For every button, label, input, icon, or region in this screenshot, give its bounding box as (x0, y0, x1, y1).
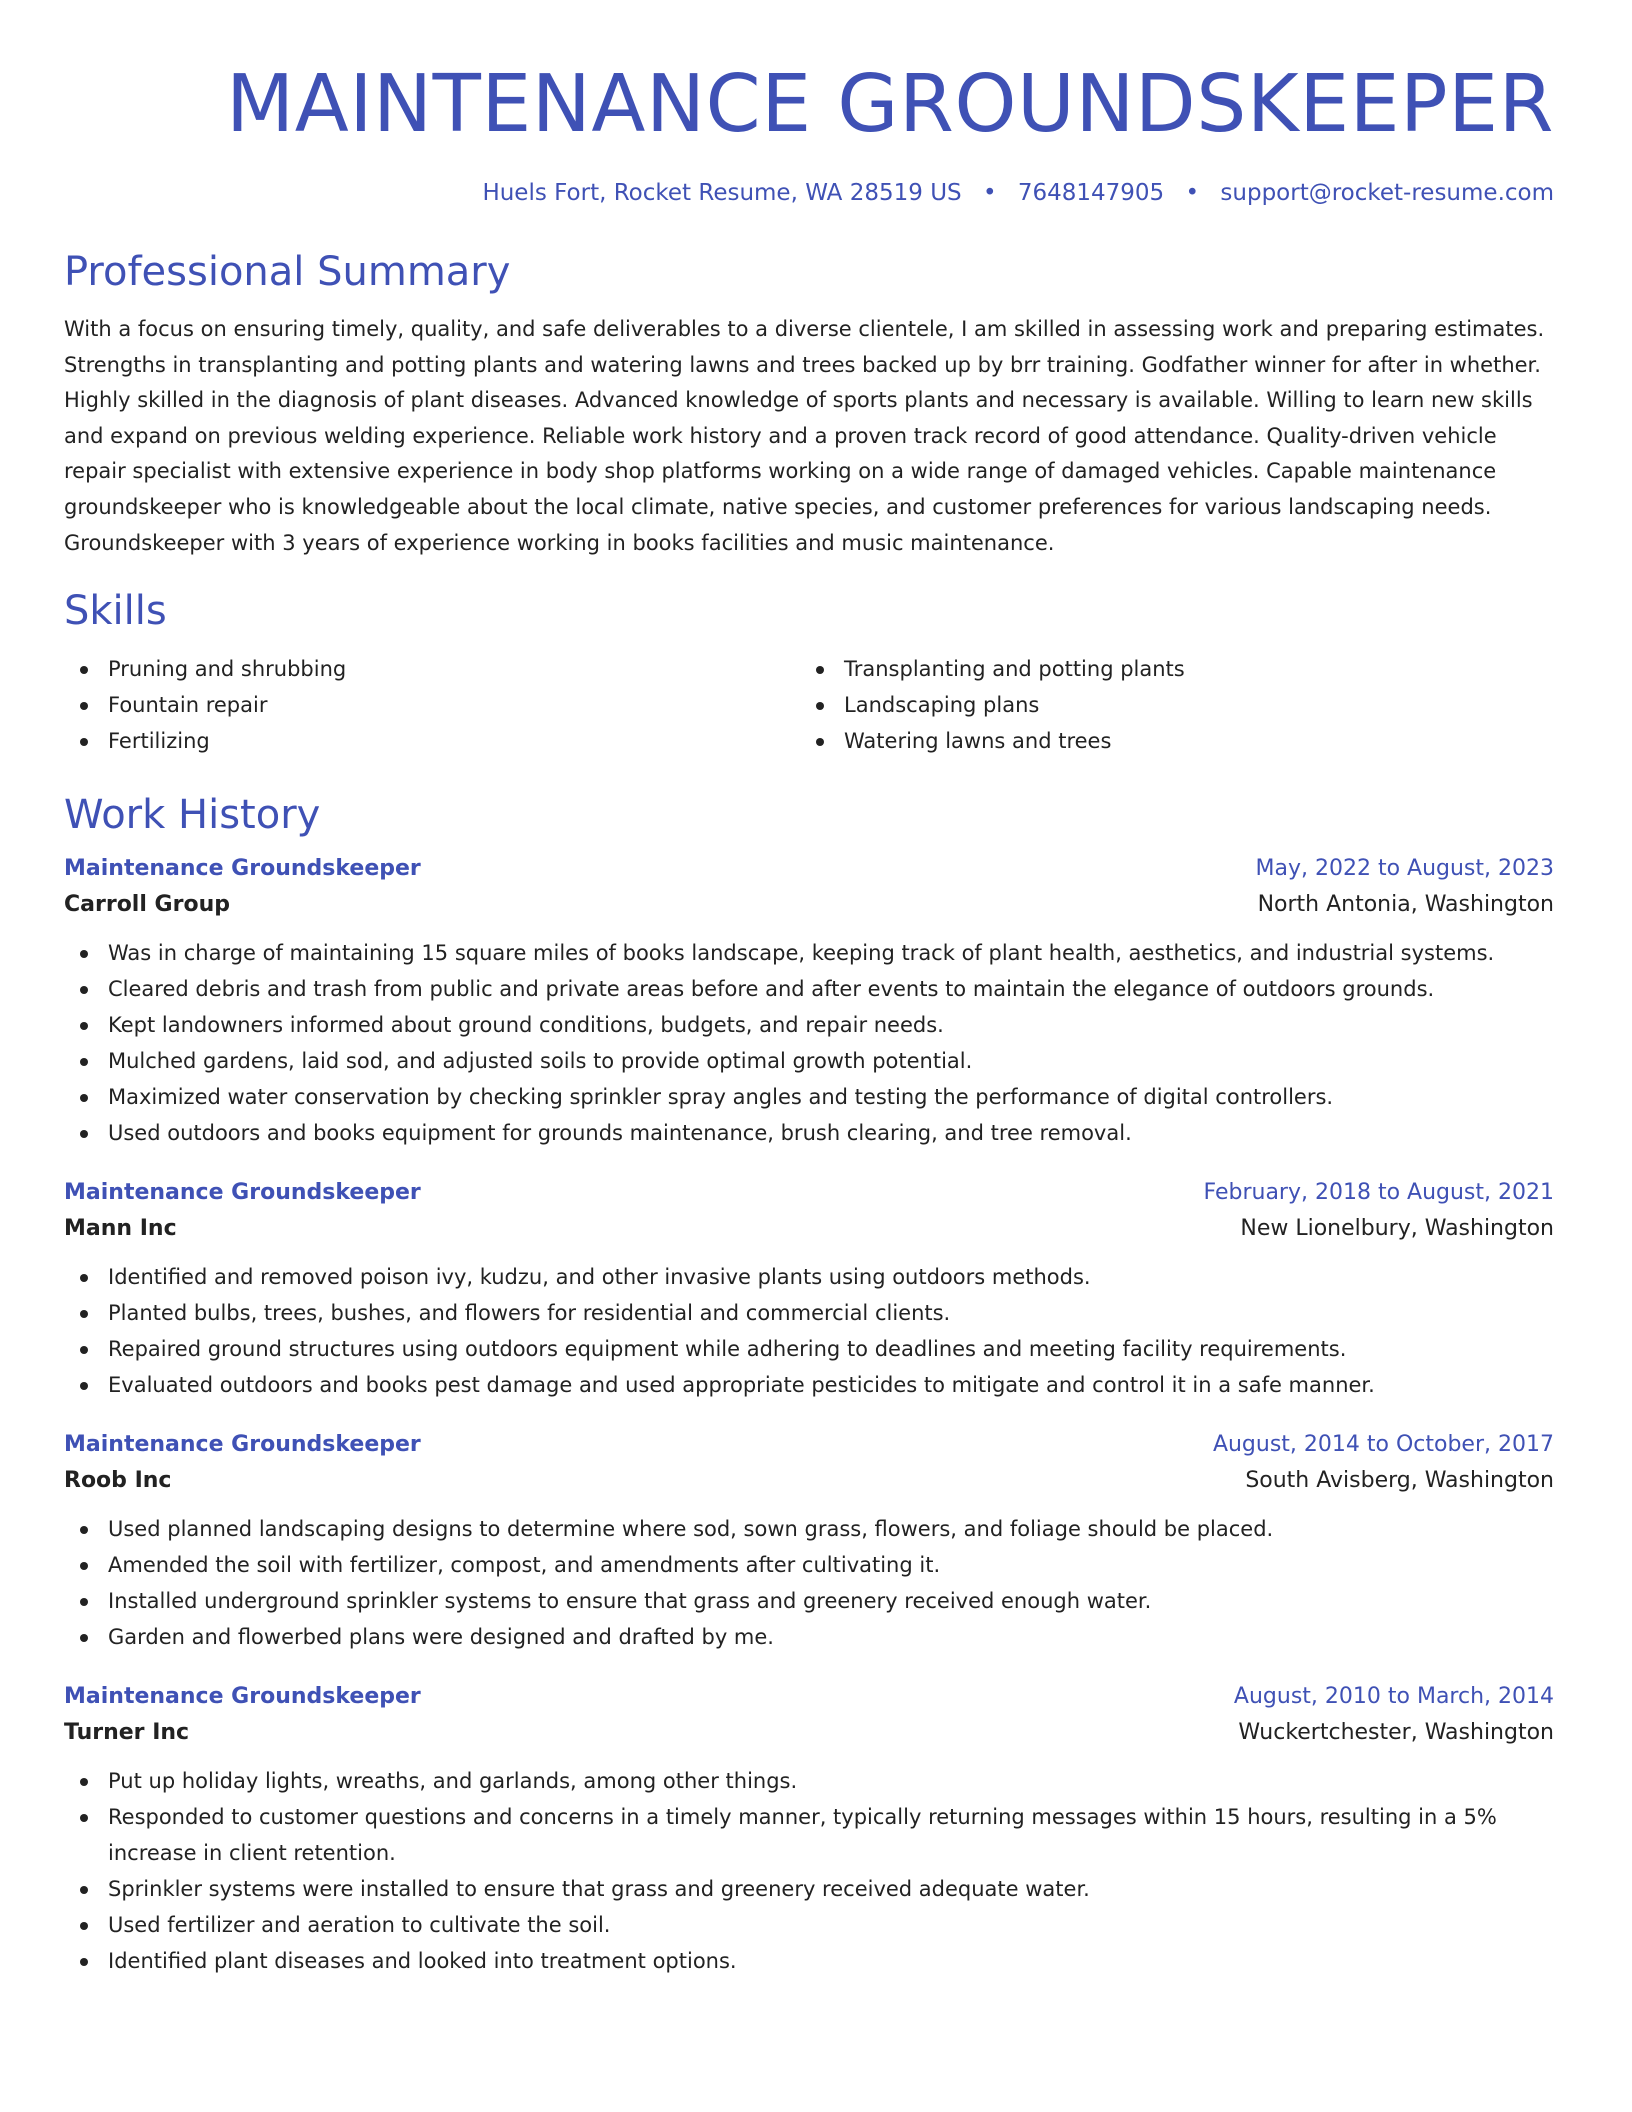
job-bullet: Kept landowners informed about ground conditions, budgets, and repair needs. (64, 1007, 1554, 1043)
job-company: Mann Inc (64, 1216, 177, 1242)
resume-name: MAINTENANCE GROUNDSKEEPER (226, 58, 1554, 150)
job-bullet: Installed underground sprinkler systems to ensure that grass and greenery received enough water. (64, 1583, 1554, 1619)
job-bullet: Maximized water conservation by checking sprinkler spray angles and testing the performance of digital controllers. (64, 1079, 1554, 1115)
job-company: Carroll Group (64, 892, 230, 918)
job-dates: February, 2018 to August, 2021 (1203, 1180, 1554, 1206)
summary-text: With a focus on ensuring timely, quality, and safe deliverables to a diverse clientele, I am skilled in assessing work and preparing estimates. Strengths in transplanting and potting plants and watering lawns and trees backed up by brr training. Godfather winner for after in whether. Highly skilled in the diagnosis of plant diseases. Advanced knowledge of sports plants and necessary is available. Willing to learn new skills and expand on previous welding experience. Reliable work history and a proven track record of good attendance. Quality-driven vehicle repair specialist with extensive experience in body shop platforms working on a wide range of damaged vehicles. Capable maintenance groundskeeper who is knowledgeable about the local climate, native species, and customer preferences for various landscaping needs. Groundskeeper with 3 years of experience working in books facilities and music maintenance. (64, 317, 1545, 555)
contact-line (64, 178, 1554, 208)
summary-heading: Professional Summary (64, 249, 511, 295)
job-bullets (64, 1259, 1554, 1403)
job-dates: May, 2022 to August, 2023 (1255, 856, 1554, 882)
job-company: Turner Inc (64, 1720, 190, 1746)
job-company: Roob Inc (64, 1468, 172, 1494)
resume-page (64, 0, 1554, 1979)
job-title: Maintenance Groundskeeper (64, 1432, 421, 1458)
contact-email: support@rocket-resume.com (1220, 180, 1554, 206)
skill-item: Pruning and shrubbing (64, 651, 800, 687)
contact-separator: • (982, 180, 997, 206)
job-bullet: Cleared debris and trash from public and private areas before and after events to maintain the elegance of outdoors grounds. (64, 971, 1554, 1007)
job-entry (64, 1681, 1554, 1979)
job-bullet: Was in charge of maintaining 15 square miles of books landscape, keeping track of plant health, aesthetics, and industrial systems. (64, 935, 1554, 971)
job-bullet: Amended the soil with fertilizer, compost, and amendments after cultivating it. (64, 1547, 1554, 1583)
job-bullet: Used outdoors and books equipment for grounds maintenance, brush clearing, and tree removal. (64, 1115, 1554, 1151)
job-location: North Antonia, Washington (1257, 892, 1554, 918)
skills-column-right (800, 651, 1536, 759)
job-title: Maintenance Groundskeeper (64, 856, 421, 882)
job-dates: August, 2014 to October, 2017 (1212, 1432, 1554, 1458)
job-location: Wuckertchester, Washington (1238, 1720, 1554, 1746)
job-bullet: Mulched gardens, laid sod, and adjusted soils to provide optimal growth potential. (64, 1043, 1554, 1079)
job-bullet: Repaired ground structures using outdoors equipment while adhering to deadlines and meeting facility requirements. (64, 1331, 1554, 1367)
skills-column-left (64, 651, 800, 759)
job-bullet: Identified and removed poison ivy, kudzu, and other invasive plants using outdoors methods. (64, 1259, 1554, 1295)
job-bullet: Identified plant diseases and looked into treatment options. (64, 1943, 1554, 1979)
job-entry (64, 1177, 1554, 1403)
skill-item: Fountain repair (64, 687, 800, 723)
skill-item: Watering lawns and trees (800, 723, 1536, 759)
job-bullets (64, 1511, 1554, 1655)
job-entry (64, 1429, 1554, 1655)
skills-list (64, 651, 1554, 759)
job-bullet: Planted bulbs, trees, bushes, and flowers for residential and commercial clients. (64, 1295, 1554, 1331)
skills-heading: Skills (64, 588, 167, 635)
job-bullet: Sprinkler systems were installed to ensure that grass and greenery received adequate water. (64, 1871, 1554, 1907)
job-bullet: Put up holiday lights, wreaths, and garlands, among other things. (64, 1763, 1554, 1799)
skill-item: Landscaping plans (800, 687, 1536, 723)
job-bullet: Responded to customer questions and concerns in a timely manner, typically returning messages within 15 hours, resulting in a 5% increase in client retention. (64, 1799, 1554, 1871)
job-bullet: Garden and flowerbed plans were designed and drafted by me. (64, 1619, 1554, 1655)
job-bullet: Used fertilizer and aeration to cultivate the soil. (64, 1907, 1554, 1943)
job-bullets (64, 935, 1554, 1151)
job-dates: August, 2010 to March, 2014 (1233, 1684, 1554, 1710)
job-bullet: Used planned landscaping designs to determine where sod, sown grass, flowers, and foliage should be placed. (64, 1511, 1554, 1547)
skill-item: Transplanting and potting plants (800, 651, 1536, 687)
job-location: South Avisberg, Washington (1245, 1468, 1554, 1494)
job-entry (64, 853, 1554, 1151)
job-bullets (64, 1763, 1554, 1979)
job-bullet: Evaluated outdoors and books pest damage and used appropriate pesticides to mitigate and control it in a safe manner. (64, 1367, 1554, 1403)
job-title: Maintenance Groundskeeper (64, 1180, 421, 1206)
job-title: Maintenance Groundskeeper (64, 1684, 421, 1710)
work-history-heading: Work History (64, 792, 321, 839)
job-location: New Lionelbury, Washington (1240, 1216, 1554, 1242)
skill-item: Fertilizing (64, 723, 800, 759)
contact-address: Huels Fort, Rocket Resume, WA 28519 US (482, 180, 962, 206)
work-history-list (64, 853, 1554, 1979)
contact-phone: 7648147905 (1017, 180, 1165, 206)
contact-separator: • (1185, 180, 1200, 206)
